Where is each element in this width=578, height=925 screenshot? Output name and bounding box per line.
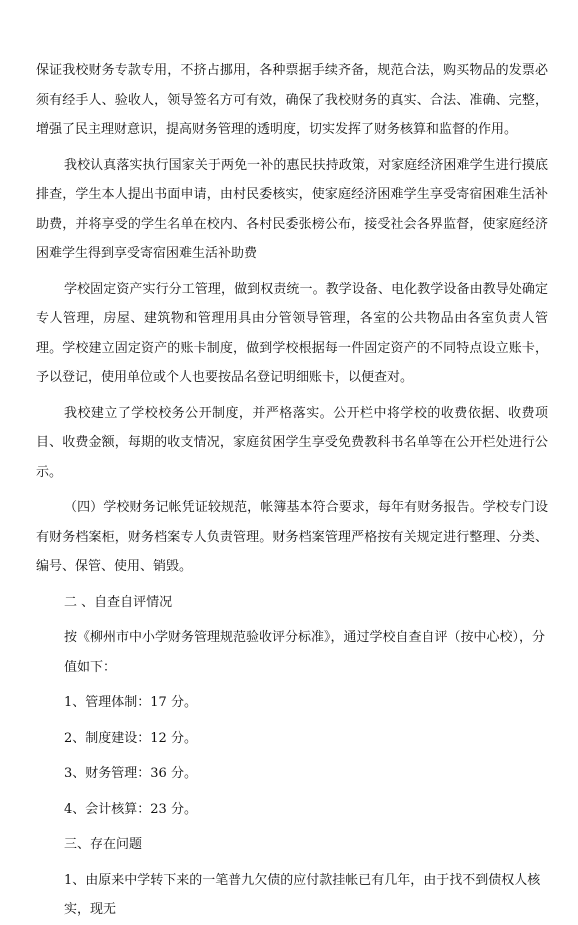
problem-item: 1、由原来中学转下来的一笔普九欠债的应付款挂帐已有几年，由于找不到债权人核实，现无 bbox=[64, 872, 541, 917]
score-item: 4、会计核算：23 分。 bbox=[64, 801, 197, 817]
paragraph-finance-guarantee: 保证我校财务专款专用，不挤占挪用，各种票据手续齐备，规范合法，购买物品的发票必须有经手人、验收人，领导签名方可有效，确保了我校财务的真实、合法、准确、完整，增强了民主理财意识，提高财务管理的透明度，切实发挥了财务核算和监督的作用。 bbox=[36, 63, 548, 137]
paragraph-subsidy-policy: 我校认真落实执行国家关于两免一补的惠民扶持政策，对家庭经济困难学生进行摸底排查，学生本人提出书面申请，由村民委核实，使家庭经济困难学生享受寄宿困难生活补助费，并将享受的学生名单在校内、各村民委张榜公布，接受社会各界监督，使家庭经济困难学生得到享受寄宿困难生活补助费 bbox=[36, 157, 548, 261]
section-heading-problems: 三、存在问题 bbox=[64, 837, 143, 852]
paragraph-disclosure: 我校建立了学校校务公开制度，并严格落实。公开栏中将学校的收费依据、收费项目、收费金额，每期的收支情况，家庭贫困学生享受免费教科书名单等在公开栏处进行公示。 bbox=[36, 405, 548, 480]
score-item: 3、财务管理：36 分。 bbox=[64, 766, 197, 781]
score-item: 1、管理体制：17 分。 bbox=[64, 695, 197, 710]
paragraph-fixed-assets: 学校固定资产实行分工管理，做到权责统一。教学设备、电化教学设备由教导处确定专人管理，房屋、建筑物和管理用具由分管领导管理，各室的公共物品由各室负责人管理。学校建立固定资产的账卡制度，做到学校根据每一件固定资产的不同特点设立账卡，予以登记，使用单位或个人也要按品名登记明细账卡，以便查对。 bbox=[36, 281, 548, 385]
paragraph-accounting-records: （四）学校财务记帐凭证较规范，帐簿基本符合要求，每年有财务报告。学校专门设有财务档案柜，财务档案专人负责管理。财务档案管理严格按有关规定进行整理、分类、编号、保管、使用、销毁。 bbox=[36, 500, 548, 574]
self-assessment-intro: 按《柳州市中小学财务管理规范验收评分标准》，通过学校自查自评（按中心校），分值如下： bbox=[64, 630, 546, 675]
section-heading-self-assessment: 二 、自查自评情况 bbox=[64, 594, 173, 610]
score-item: 2、制度建设：12 分。 bbox=[64, 730, 197, 746]
document-body bbox=[36, 56, 548, 925]
